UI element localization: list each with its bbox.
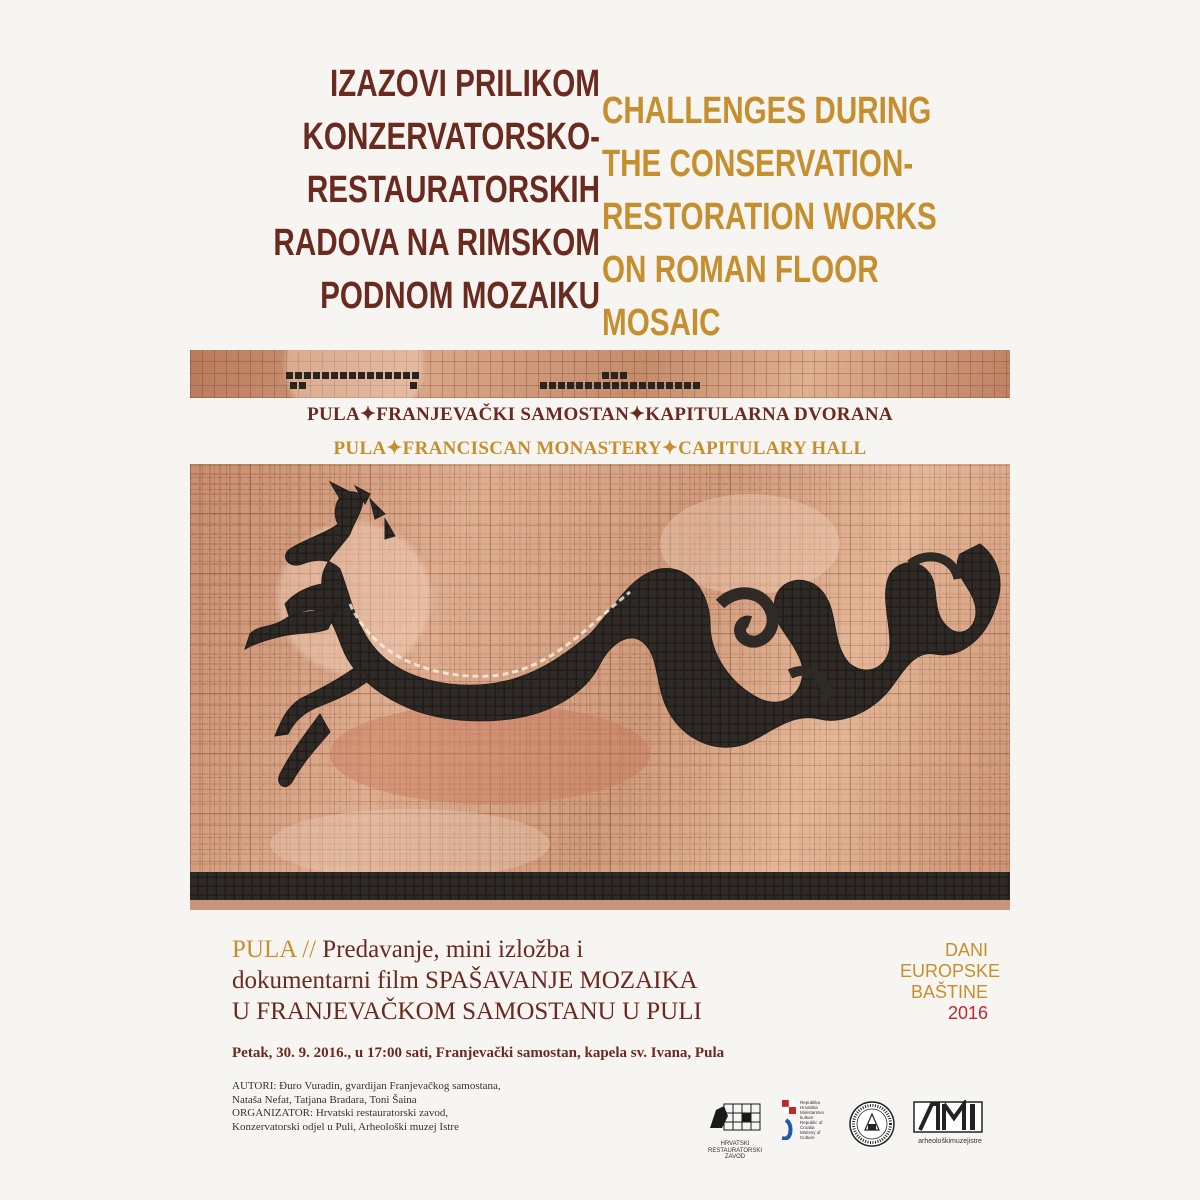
mosaic-hippocamp-image	[190, 464, 1010, 910]
hippocamp-figure	[190, 464, 1010, 910]
location-croatian: PULA✦FRANJEVAČKI SAMOSTAN✦KAPITULARNA DVORANA	[307, 404, 893, 425]
hrz-logo-mark	[706, 1098, 764, 1136]
credits-line: ORGANIZATOR: Hrvatski restauratorski zavod,	[232, 1107, 449, 1119]
title-croatian	[272, 58, 600, 323]
description-line-1	[232, 934, 852, 965]
location-english: PULA✦FRANCISCAN MONASTERY✦CAPITULARY HALL	[333, 438, 867, 459]
title-en-line: ON ROMAN FLOOR	[602, 249, 879, 291]
heritage-line: BAŠTINE	[910, 982, 988, 1002]
mosaic-strip-image	[190, 350, 1010, 398]
pula-seal-icon	[848, 1100, 896, 1148]
title-en-line: THE CONSERVATION-	[602, 143, 914, 185]
mosaic-strip-pattern	[190, 350, 1010, 398]
croatian-checkerboard-icon	[782, 1100, 796, 1140]
description-line-2: dokumentarni film SPAŠAVANJE MOZAIKA	[232, 967, 698, 994]
title-en-line: MOSAIC	[602, 302, 721, 344]
title-en-line: RESTORATION WORKS	[602, 196, 937, 238]
hrz-logo	[706, 1098, 764, 1161]
title-hr-line: PODNOM MOZAIKU	[320, 275, 600, 317]
pula-seal-logo	[848, 1100, 896, 1148]
event-description	[232, 934, 852, 1027]
ministry-text: Republika Hrvatska Ministarstvo kulture Republic of Croatia Ministry of Culture	[800, 1100, 825, 1140]
title-hr-line: KONZERVATORSKO-	[302, 116, 600, 158]
event-date-location: Petak, 30. 9. 2016., u 17:00 sati, Franjevački samostan, kapela sv. Ivana, Pula	[232, 1045, 725, 1061]
credits	[232, 1080, 592, 1134]
ami-text: arheološkimuzejistre	[918, 1138, 982, 1145]
credits-line: Konzervatorski odjel u Puli, Arheološki muzej Istre	[232, 1120, 459, 1133]
title-hr-line: RADOVA NA RIMSKOM	[273, 222, 600, 264]
title-hr-line: IZAZOVI PRILIKOM	[329, 63, 600, 105]
ministry-of-culture-logo	[782, 1100, 832, 1140]
credits-line: AUTORI: Đuro Vuradin, gvardijan Franjevačkog samostana,	[232, 1080, 501, 1092]
hrz-line-2: RESTAURATORSKI	[707, 1147, 762, 1154]
heritage-line: DANI	[944, 940, 988, 960]
heritage-line: EUROPSKE	[900, 961, 1001, 981]
title-english	[602, 85, 1008, 350]
credits-line: Nataša Nefat, Tatjana Bradara, Toni Šaina	[232, 1093, 417, 1106]
description-line-3: U FRANJEVAČKOM SAMOSTANU U PULI	[232, 998, 702, 1025]
hrz-line-1: HRVATSKI	[720, 1141, 750, 1147]
title-en-line: CHALLENGES DURING	[602, 90, 932, 132]
title-hr-line: RESTAURATORSKIH	[306, 169, 600, 211]
arheoloski-muzej-istre-logo	[912, 1100, 988, 1146]
ami-logo-mark	[912, 1100, 984, 1134]
hrz-line-3: ZAVOD	[724, 1154, 746, 1160]
description-city: PULA //	[232, 936, 317, 963]
description-line-1-text: Predavanje, mini izložba i	[316, 936, 584, 963]
european-heritage-days	[900, 940, 1001, 1024]
heritage-year: 2016	[947, 1003, 988, 1023]
